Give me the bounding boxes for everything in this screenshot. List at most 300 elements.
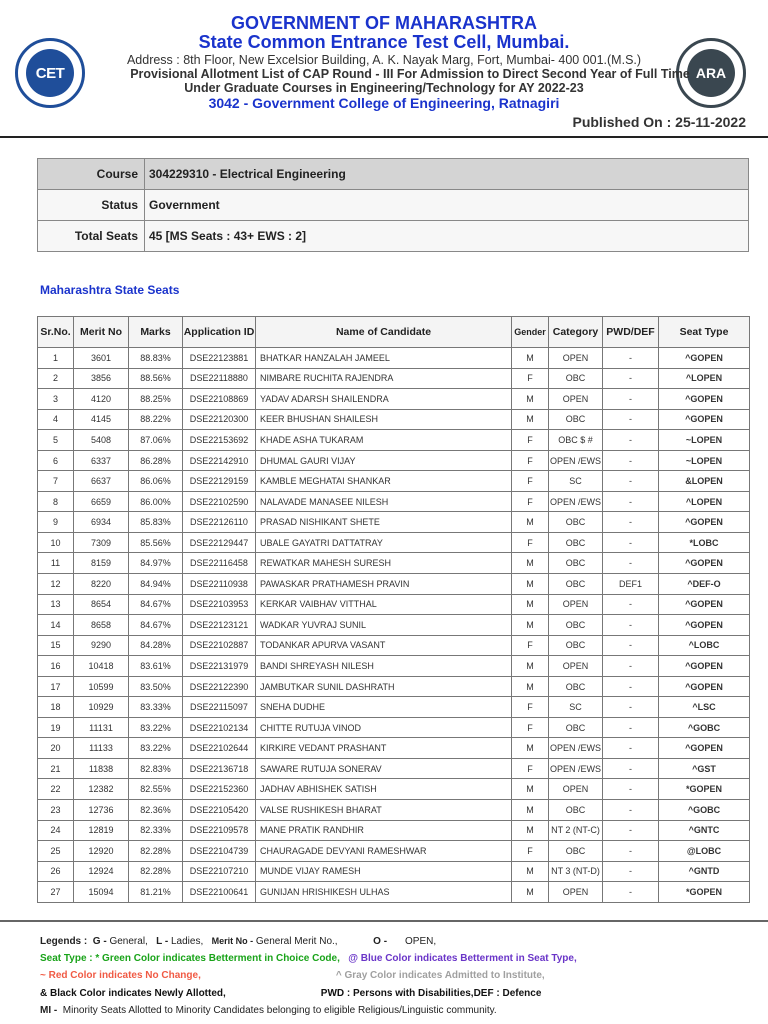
gender-cell: F bbox=[512, 532, 549, 553]
application-id-cell: DSE22153692 bbox=[183, 430, 256, 451]
category-cell: OBC bbox=[549, 635, 603, 656]
legend-title: Legends : bbox=[40, 936, 88, 947]
marks-cell: 88.83% bbox=[129, 348, 183, 369]
sr-no-cell: 20 bbox=[38, 738, 74, 759]
application-id-cell: DSE22129447 bbox=[183, 532, 256, 553]
merit-no-cell: 12736 bbox=[74, 800, 129, 821]
sr-no-cell: 25 bbox=[38, 841, 74, 862]
marks-cell: 83.50% bbox=[129, 676, 183, 697]
legend-o-key: O - bbox=[373, 936, 388, 947]
candidate-name-cell: KAMBLE MEGHATAI SHANKAR bbox=[256, 471, 512, 492]
table-row bbox=[38, 717, 750, 738]
category-cell: OPEN bbox=[549, 656, 603, 677]
gender-cell: F bbox=[512, 758, 549, 779]
sr-no-cell: 11 bbox=[38, 553, 74, 574]
col-marks: Marks bbox=[129, 317, 183, 348]
table-row bbox=[38, 368, 750, 389]
merit-no-cell: 6659 bbox=[74, 491, 129, 512]
seat-type-cell: ^LOBC bbox=[659, 635, 750, 656]
marks-cell: 84.28% bbox=[129, 635, 183, 656]
table-row bbox=[38, 882, 750, 903]
candidate-name-cell: JADHAV ABHISHEK SATISH bbox=[256, 779, 512, 800]
table-row bbox=[38, 656, 750, 677]
legend-g-key: G - bbox=[92, 936, 107, 947]
application-id-cell: DSE22129159 bbox=[183, 471, 256, 492]
status-value: Government bbox=[145, 190, 749, 221]
legend-black: & Black Color indicates Newly Allotted, bbox=[40, 988, 226, 999]
table-row bbox=[38, 348, 750, 369]
seat-type-cell: *GOPEN bbox=[659, 882, 750, 903]
gender-cell: F bbox=[512, 697, 549, 718]
table-row bbox=[38, 861, 750, 882]
merit-no-cell: 7309 bbox=[74, 532, 129, 553]
category-cell: OPEN bbox=[549, 348, 603, 369]
gender-cell: M bbox=[512, 615, 549, 636]
gender-cell: M bbox=[512, 882, 549, 903]
seat-type-cell: ^GOPEN bbox=[659, 615, 750, 636]
candidate-name-cell: NALAVADE MANASEE NILESH bbox=[256, 491, 512, 512]
merit-no-cell: 9290 bbox=[74, 635, 129, 656]
legend-line-4 bbox=[40, 988, 541, 999]
legend-gray: ^ Gray Color indicates Admitted to Institute, bbox=[335, 970, 545, 981]
category-cell: OBC bbox=[549, 800, 603, 821]
marks-cell: 86.00% bbox=[129, 491, 183, 512]
gender-cell: M bbox=[512, 861, 549, 882]
merit-no-cell: 6337 bbox=[74, 450, 129, 471]
table-row bbox=[38, 697, 750, 718]
category-cell: SC bbox=[549, 471, 603, 492]
col-gender: Gender bbox=[512, 317, 549, 348]
col-name: Name of Candidate bbox=[256, 317, 512, 348]
category-cell: OBC $ # bbox=[549, 430, 603, 451]
merit-no-cell: 12924 bbox=[74, 861, 129, 882]
sr-no-cell: 15 bbox=[38, 635, 74, 656]
table-row bbox=[38, 409, 750, 430]
gender-cell: M bbox=[512, 409, 549, 430]
gender-cell: M bbox=[512, 594, 549, 615]
marks-cell: 84.67% bbox=[129, 615, 183, 636]
marks-cell: 82.55% bbox=[129, 779, 183, 800]
course-label: Course bbox=[38, 159, 145, 190]
merit-no-cell: 12920 bbox=[74, 841, 129, 862]
sr-no-cell: 9 bbox=[38, 512, 74, 533]
marks-cell: 83.61% bbox=[129, 656, 183, 677]
seat-type-cell: &LOPEN bbox=[659, 471, 750, 492]
candidate-name-cell: SNEHA DUDHE bbox=[256, 697, 512, 718]
gender-cell: F bbox=[512, 368, 549, 389]
sr-no-cell: 23 bbox=[38, 800, 74, 821]
seat-type-cell: @LOBC bbox=[659, 841, 750, 862]
merit-no-cell: 8658 bbox=[74, 615, 129, 636]
marks-cell: 81.21% bbox=[129, 882, 183, 903]
marks-cell: 88.22% bbox=[129, 409, 183, 430]
legend-pwd: PWD : Persons with Disabilities,DEF : Defence bbox=[320, 988, 542, 999]
marks-cell: 83.22% bbox=[129, 717, 183, 738]
gender-cell: F bbox=[512, 635, 549, 656]
candidate-name-cell: VALSE RUSHIKESH BHARAT bbox=[256, 800, 512, 821]
sr-no-cell: 7 bbox=[38, 471, 74, 492]
table-row bbox=[38, 635, 750, 656]
legend-merit-value: General Merit No., bbox=[255, 936, 338, 947]
candidate-name-cell: SAWARE RUTUJA SONERAV bbox=[256, 758, 512, 779]
sr-no-cell: 27 bbox=[38, 882, 74, 903]
table-row bbox=[38, 841, 750, 862]
candidate-name-cell: KIRKIRE VEDANT PRASHANT bbox=[256, 738, 512, 759]
marks-cell: 88.56% bbox=[129, 368, 183, 389]
footer-divider bbox=[0, 920, 768, 922]
seat-type-cell: ^GNTD bbox=[659, 861, 750, 882]
table-row bbox=[38, 471, 750, 492]
legend-o-value: OPEN, bbox=[405, 936, 437, 947]
pwd-def-cell: - bbox=[603, 800, 659, 821]
category-cell: OPEN /EWS bbox=[549, 738, 603, 759]
col-category: Category bbox=[549, 317, 603, 348]
candidate-name-cell: PAWASKAR PRATHAMESH PRAVIN bbox=[256, 574, 512, 595]
merit-no-cell: 3601 bbox=[74, 348, 129, 369]
category-cell: OBC bbox=[549, 512, 603, 533]
application-id-cell: DSE22120300 bbox=[183, 409, 256, 430]
seat-type-cell: ^GOPEN bbox=[659, 553, 750, 574]
government-title: GOVERNMENT OF MAHARASHTRA bbox=[231, 13, 537, 33]
marks-cell: 85.83% bbox=[129, 512, 183, 533]
merit-no-cell: 8654 bbox=[74, 594, 129, 615]
merit-no-cell: 4145 bbox=[74, 409, 129, 430]
col-seat-type: Seat Type bbox=[659, 317, 750, 348]
application-id-cell: DSE22102644 bbox=[183, 738, 256, 759]
seat-type-cell: ~LOPEN bbox=[659, 450, 750, 471]
legend-line-2 bbox=[40, 953, 577, 964]
pwd-def-cell: - bbox=[603, 532, 659, 553]
gender-cell: F bbox=[512, 430, 549, 451]
section-title: Maharashtra State Seats bbox=[40, 283, 180, 297]
seat-type-cell: ^GOPEN bbox=[659, 656, 750, 677]
category-cell: NT 3 (NT-D) bbox=[549, 861, 603, 882]
table-row bbox=[38, 820, 750, 841]
legend-mi-value: Minority Seats Allotted to Minority Candidates belonging to eligible Religious/Linguistic community. bbox=[62, 1005, 497, 1016]
category-cell: OBC bbox=[549, 532, 603, 553]
application-id-cell: DSE22104739 bbox=[183, 841, 256, 862]
legend-g-value: General, bbox=[109, 936, 148, 947]
sr-no-cell: 6 bbox=[38, 450, 74, 471]
sr-no-cell: 3 bbox=[38, 389, 74, 410]
marks-cell: 84.94% bbox=[129, 574, 183, 595]
col-application-id: Application ID bbox=[183, 317, 256, 348]
legend-l-value: Ladies, bbox=[171, 936, 204, 947]
merit-no-cell: 5408 bbox=[74, 430, 129, 451]
sr-no-cell: 12 bbox=[38, 574, 74, 595]
candidate-name-cell: GUNIJAN HRISHIKESH ULHAS bbox=[256, 882, 512, 903]
candidate-name-cell: YADAV ADARSH SHAILENDRA bbox=[256, 389, 512, 410]
legend-line-3 bbox=[40, 970, 545, 981]
pwd-def-cell: - bbox=[603, 635, 659, 656]
sr-no-cell: 17 bbox=[38, 676, 74, 697]
gender-cell: F bbox=[512, 471, 549, 492]
application-id-cell: DSE22152360 bbox=[183, 779, 256, 800]
merit-no-cell: 10929 bbox=[74, 697, 129, 718]
table-header-row bbox=[38, 317, 750, 348]
marks-cell: 84.97% bbox=[129, 553, 183, 574]
seat-type-cell: ^GOPEN bbox=[659, 348, 750, 369]
cet-cell-title: State Common Entrance Test Cell, Mumbai. bbox=[198, 32, 570, 52]
pwd-def-cell: - bbox=[603, 758, 659, 779]
candidate-name-cell: KEER BHUSHAN SHAILESH bbox=[256, 409, 512, 430]
total-seats-value: 45 [MS Seats : 43+ EWS : 2] bbox=[145, 221, 749, 252]
application-id-cell: DSE22123881 bbox=[183, 348, 256, 369]
marks-cell: 86.06% bbox=[129, 471, 183, 492]
list-title: Provisional Allotment List of CAP Round - III For Admission to Direct Second Year of Full Time bbox=[130, 67, 690, 81]
pwd-def-cell: - bbox=[603, 491, 659, 512]
sr-no-cell: 10 bbox=[38, 532, 74, 553]
course-value: 304229310 - Electrical Engineering bbox=[145, 159, 749, 190]
table-row bbox=[38, 676, 750, 697]
published-date: Published On : 25-11-2022 bbox=[572, 114, 746, 130]
pwd-def-cell: - bbox=[603, 615, 659, 636]
legend-blue: @ Blue Color indicates Betterment in Seat Type, bbox=[348, 953, 577, 964]
table-row bbox=[38, 800, 750, 821]
sr-no-cell: 14 bbox=[38, 615, 74, 636]
pwd-def-cell: - bbox=[603, 697, 659, 718]
table-row bbox=[38, 758, 750, 779]
merit-no-cell: 8220 bbox=[74, 574, 129, 595]
application-id-cell: DSE22100641 bbox=[183, 882, 256, 903]
cet-logo-icon: CET bbox=[15, 38, 85, 108]
seat-type-cell: *LOBC bbox=[659, 532, 750, 553]
status-label: Status bbox=[38, 190, 145, 221]
seat-type-cell: ^LSC bbox=[659, 697, 750, 718]
sr-no-cell: 21 bbox=[38, 758, 74, 779]
category-cell: OPEN bbox=[549, 389, 603, 410]
pwd-def-cell: - bbox=[603, 779, 659, 800]
gender-cell: M bbox=[512, 820, 549, 841]
marks-cell: 88.25% bbox=[129, 389, 183, 410]
col-merit-no: Merit No bbox=[74, 317, 129, 348]
table-row bbox=[38, 779, 750, 800]
marks-cell: 82.28% bbox=[129, 841, 183, 862]
sr-no-cell: 19 bbox=[38, 717, 74, 738]
candidate-name-cell: MUNDE VIJAY RAMESH bbox=[256, 861, 512, 882]
application-id-cell: DSE22142910 bbox=[183, 450, 256, 471]
marks-cell: 84.67% bbox=[129, 594, 183, 615]
gender-cell: M bbox=[512, 676, 549, 697]
category-cell: OBC bbox=[549, 409, 603, 430]
gender-cell: F bbox=[512, 450, 549, 471]
category-cell: SC bbox=[549, 697, 603, 718]
application-id-cell: DSE22126110 bbox=[183, 512, 256, 533]
sr-no-cell: 22 bbox=[38, 779, 74, 800]
col-pwd-def: PWD/DEF bbox=[603, 317, 659, 348]
pwd-def-cell: - bbox=[603, 594, 659, 615]
table-row bbox=[38, 594, 750, 615]
list-subtitle: Under Graduate Courses in Engineering/Technology for AY 2022-23 bbox=[184, 81, 584, 95]
marks-cell: 82.83% bbox=[129, 758, 183, 779]
application-id-cell: DSE22107210 bbox=[183, 861, 256, 882]
header-divider bbox=[0, 136, 768, 138]
seat-type-cell: ^GOPEN bbox=[659, 594, 750, 615]
pwd-def-cell: - bbox=[603, 717, 659, 738]
pwd-def-cell: - bbox=[603, 882, 659, 903]
category-cell: OPEN /EWS bbox=[549, 450, 603, 471]
candidate-name-cell: BANDI SHREYASH NILESH bbox=[256, 656, 512, 677]
pwd-def-cell: - bbox=[603, 738, 659, 759]
candidate-name-cell: CHAURAGADE DEVYANI RAMESHWAR bbox=[256, 841, 512, 862]
pwd-def-cell: - bbox=[603, 553, 659, 574]
category-cell: OPEN bbox=[549, 882, 603, 903]
pwd-def-cell: - bbox=[603, 676, 659, 697]
seat-type-cell: ^GOPEN bbox=[659, 512, 750, 533]
candidate-name-cell: WADKAR YUVRAJ SUNIL bbox=[256, 615, 512, 636]
table-row bbox=[38, 532, 750, 553]
pwd-def-cell: - bbox=[603, 409, 659, 430]
seat-type-cell: ^LOPEN bbox=[659, 368, 750, 389]
seat-type-cell: ^GNTC bbox=[659, 820, 750, 841]
table-row bbox=[38, 738, 750, 759]
category-cell: OBC bbox=[549, 553, 603, 574]
candidate-name-cell: NIMBARE RUCHITA RAJENDRA bbox=[256, 368, 512, 389]
marks-cell: 82.28% bbox=[129, 861, 183, 882]
merit-no-cell: 6637 bbox=[74, 471, 129, 492]
merit-no-cell: 12382 bbox=[74, 779, 129, 800]
table-row bbox=[38, 615, 750, 636]
pwd-def-cell: - bbox=[603, 512, 659, 533]
pwd-def-cell: - bbox=[603, 861, 659, 882]
marks-cell: 83.22% bbox=[129, 738, 183, 759]
legend-red: ~ Red Color indicates No Change, bbox=[40, 970, 201, 981]
sr-no-cell: 1 bbox=[38, 348, 74, 369]
seat-type-cell: ^LOPEN bbox=[659, 491, 750, 512]
college-name: 3042 - Government College of Engineering, Ratnagiri bbox=[208, 95, 560, 111]
gender-cell: M bbox=[512, 389, 549, 410]
seat-type-cell: ^GOPEN bbox=[659, 409, 750, 430]
table-row bbox=[38, 389, 750, 410]
merit-no-cell: 4120 bbox=[74, 389, 129, 410]
table-row bbox=[38, 450, 750, 471]
seat-type-cell: ^GOPEN bbox=[659, 389, 750, 410]
gender-cell: M bbox=[512, 512, 549, 533]
seat-type-cell: ~LOPEN bbox=[659, 430, 750, 451]
sr-no-cell: 4 bbox=[38, 409, 74, 430]
sr-no-cell: 8 bbox=[38, 491, 74, 512]
course-info-table bbox=[37, 158, 749, 252]
application-id-cell: DSE22110938 bbox=[183, 574, 256, 595]
category-cell: OBC bbox=[549, 717, 603, 738]
seat-type-cell: ^GOPEN bbox=[659, 676, 750, 697]
legend-line-1 bbox=[40, 936, 436, 947]
merit-no-cell: 8159 bbox=[74, 553, 129, 574]
sr-no-cell: 24 bbox=[38, 820, 74, 841]
col-sr-no: Sr.No. bbox=[38, 317, 74, 348]
candidate-name-cell: KERKAR VAIBHAV VITTHAL bbox=[256, 594, 512, 615]
pwd-def-cell: - bbox=[603, 471, 659, 492]
category-cell: OBC bbox=[549, 368, 603, 389]
merit-no-cell: 11133 bbox=[74, 738, 129, 759]
table-row bbox=[38, 430, 750, 451]
application-id-cell: DSE22109578 bbox=[183, 820, 256, 841]
application-id-cell: DSE22105420 bbox=[183, 800, 256, 821]
sr-no-cell: 13 bbox=[38, 594, 74, 615]
category-cell: OBC bbox=[549, 615, 603, 636]
sr-no-cell: 2 bbox=[38, 368, 74, 389]
seat-type-cell: ^DEF-O bbox=[659, 574, 750, 595]
application-id-cell: DSE22136718 bbox=[183, 758, 256, 779]
pwd-def-cell: - bbox=[603, 430, 659, 451]
sr-no-cell: 5 bbox=[38, 430, 74, 451]
gender-cell: M bbox=[512, 574, 549, 595]
application-id-cell: DSE22123121 bbox=[183, 615, 256, 636]
candidate-name-cell: KHADE ASHA TUKARAM bbox=[256, 430, 512, 451]
marks-cell: 87.06% bbox=[129, 430, 183, 451]
marks-cell: 86.28% bbox=[129, 450, 183, 471]
seat-type-cell: ^GOPEN bbox=[659, 738, 750, 759]
pwd-def-cell: - bbox=[603, 368, 659, 389]
candidate-name-cell: PRASAD NISHIKANT SHETE bbox=[256, 512, 512, 533]
candidate-name-cell: TODANKAR APURVA VASANT bbox=[256, 635, 512, 656]
seat-type-cell: ^GOBC bbox=[659, 800, 750, 821]
page-header bbox=[0, 0, 768, 140]
marks-cell: 85.56% bbox=[129, 532, 183, 553]
candidate-name-cell: CHITTE RUTUJA VINOD bbox=[256, 717, 512, 738]
pwd-def-cell: - bbox=[603, 389, 659, 410]
category-cell: OPEN /EWS bbox=[549, 758, 603, 779]
table-row bbox=[38, 574, 750, 595]
table-row bbox=[38, 553, 750, 574]
category-cell: NT 2 (NT-C) bbox=[549, 820, 603, 841]
category-cell: OBC bbox=[549, 574, 603, 595]
merit-no-cell: 10418 bbox=[74, 656, 129, 677]
merit-no-cell: 15094 bbox=[74, 882, 129, 903]
pwd-def-cell: - bbox=[603, 841, 659, 862]
category-cell: OPEN bbox=[549, 779, 603, 800]
category-cell: OBC bbox=[549, 676, 603, 697]
pwd-def-cell: - bbox=[603, 348, 659, 369]
merit-no-cell: 6934 bbox=[74, 512, 129, 533]
seat-type-cell: ^GST bbox=[659, 758, 750, 779]
application-id-cell: DSE22102887 bbox=[183, 635, 256, 656]
merit-no-cell: 10599 bbox=[74, 676, 129, 697]
legend-mi-key: MI - bbox=[40, 1005, 58, 1016]
legend-line-5 bbox=[40, 1005, 497, 1016]
gender-cell: M bbox=[512, 738, 549, 759]
application-id-cell: DSE22102590 bbox=[183, 491, 256, 512]
application-id-cell: DSE22122390 bbox=[183, 676, 256, 697]
gender-cell: M bbox=[512, 348, 549, 369]
merit-no-cell: 12819 bbox=[74, 820, 129, 841]
legend-merit-key: Merit No - bbox=[211, 936, 254, 946]
merit-no-cell: 11838 bbox=[74, 758, 129, 779]
candidate-name-cell: BHATKAR HANZALAH JAMEEL bbox=[256, 348, 512, 369]
application-id-cell: DSE22115097 bbox=[183, 697, 256, 718]
category-cell: OPEN bbox=[549, 594, 603, 615]
candidate-name-cell: MANE PRATIK RANDHIR bbox=[256, 820, 512, 841]
pwd-def-cell: - bbox=[603, 656, 659, 677]
application-id-cell: DSE22131979 bbox=[183, 656, 256, 677]
candidate-name-cell: REWATKAR MAHESH SURESH bbox=[256, 553, 512, 574]
application-id-cell: DSE22108869 bbox=[183, 389, 256, 410]
address: Address : 8th Floor, New Excelsior Building, A. K. Nayak Marg, Fort, Mumbai- 400 001.(M.S.) bbox=[126, 53, 642, 67]
pwd-def-cell: - bbox=[603, 820, 659, 841]
candidate-name-cell: DHUMAL GAURI VIJAY bbox=[256, 450, 512, 471]
seat-type-cell: ^GOBC bbox=[659, 717, 750, 738]
gender-cell: F bbox=[512, 841, 549, 862]
category-cell: OBC bbox=[549, 841, 603, 862]
gender-cell: M bbox=[512, 656, 549, 677]
merit-no-cell: 11131 bbox=[74, 717, 129, 738]
marks-cell: 83.33% bbox=[129, 697, 183, 718]
seat-type-cell: *GOPEN bbox=[659, 779, 750, 800]
sr-no-cell: 16 bbox=[38, 656, 74, 677]
application-id-cell: DSE22118880 bbox=[183, 368, 256, 389]
legend-l-key: L - bbox=[156, 936, 169, 947]
gender-cell: M bbox=[512, 800, 549, 821]
